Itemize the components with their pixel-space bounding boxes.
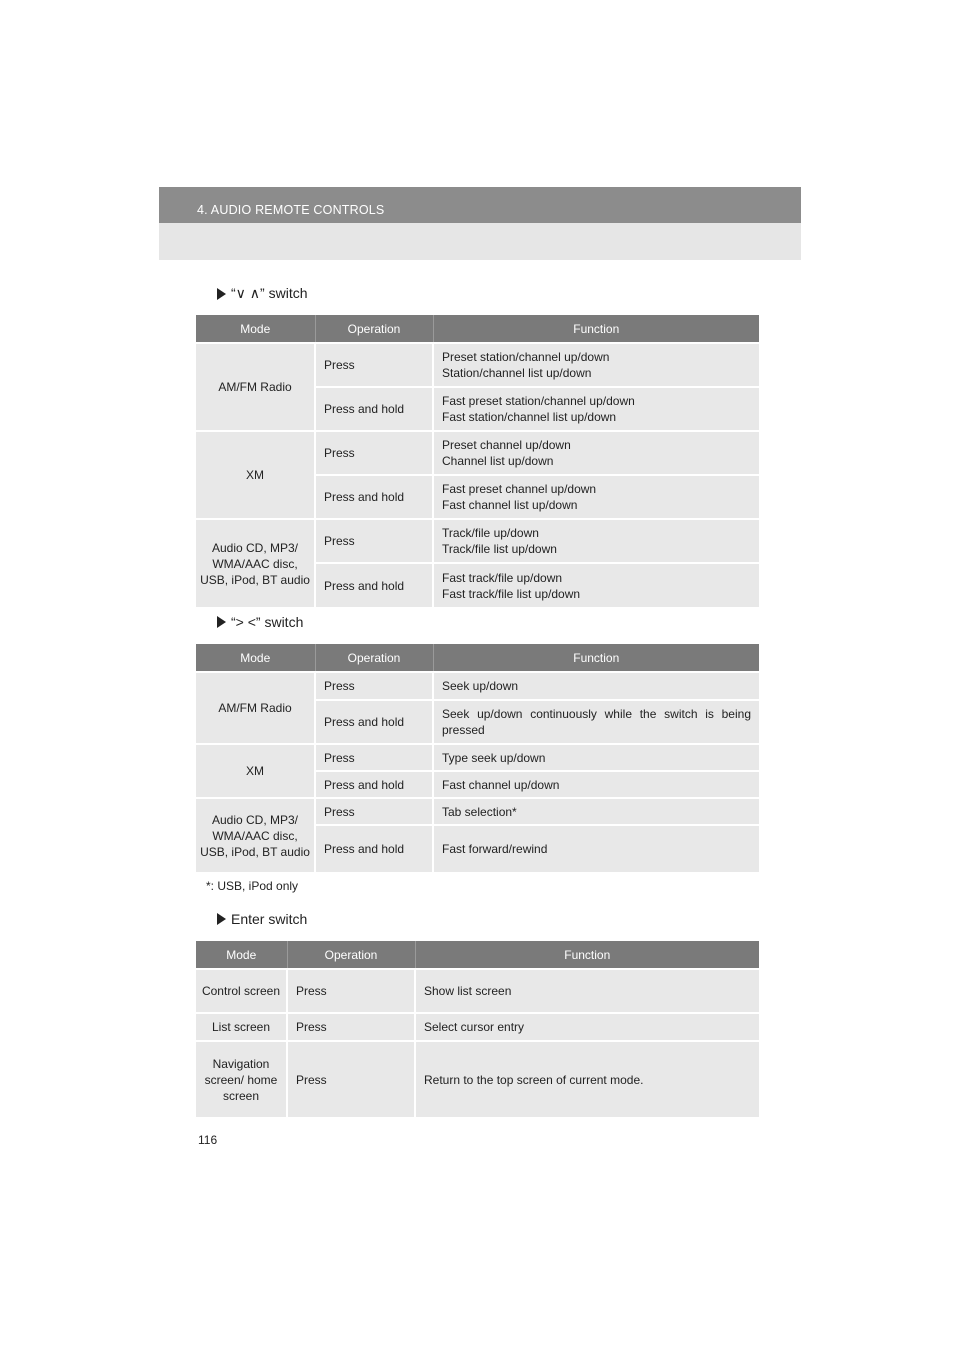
operation-cell: Press: [315, 343, 433, 387]
mode-cell: Audio CD, MP3/ WMA/AAC disc, USB, iPod, BT audio: [196, 519, 315, 607]
operation-cell: Press: [315, 431, 433, 475]
function-cell: Tab selection*: [433, 798, 759, 825]
operation-cell: Press and hold: [315, 771, 433, 798]
column-header-function: Function: [433, 644, 759, 672]
section-title-updown: “∨ ∧” switch: [217, 285, 308, 302]
header-subband: [159, 223, 801, 260]
mode-cell: List screen: [196, 1013, 287, 1041]
function-cell: Fast forward/rewind: [433, 825, 759, 872]
mode-cell: XM: [196, 431, 315, 519]
section-title-enter: Enter switch: [217, 911, 307, 927]
function-cell: Preset channel up/down Channel list up/down: [433, 431, 759, 475]
mode-cell: XM: [196, 744, 315, 798]
table-row: [196, 1041, 759, 1117]
column-header-operation: Operation: [287, 941, 415, 969]
operation-cell: Press: [287, 969, 415, 1013]
mode-cell: Navigation screen/ home screen: [196, 1041, 287, 1117]
function-cell: Show list screen: [415, 969, 759, 1013]
table-row: [196, 672, 759, 700]
operation-cell: Press: [315, 798, 433, 825]
operation-cell: Press: [287, 1013, 415, 1041]
table-row: [196, 431, 759, 475]
operation-cell: Press and hold: [315, 475, 433, 519]
function-cell: Fast track/file up/down Fast track/file list up/down: [433, 563, 759, 607]
column-header-mode: Mode: [196, 315, 315, 343]
column-header-function: Function: [415, 941, 759, 969]
table-header-row: [196, 315, 759, 343]
function-cell: Track/file up/down Track/file list up/down: [433, 519, 759, 563]
function-cell: Fast preset station/channel up/down Fast station/channel list up/down: [433, 387, 759, 431]
operation-cell: Press: [315, 744, 433, 771]
function-cell: Fast channel up/down: [433, 771, 759, 798]
column-header-mode: Mode: [196, 644, 315, 672]
operation-cell: Press: [315, 519, 433, 563]
triangle-bullet-icon: [217, 913, 226, 925]
column-header-mode: Mode: [196, 941, 287, 969]
operation-cell: Press and hold: [315, 700, 433, 744]
section-title-leftright: “> <” switch: [217, 614, 303, 630]
mode-cell: Audio CD, MP3/ WMA/AAC disc, USB, iPod, BT audio: [196, 798, 315, 872]
column-header-operation: Operation: [315, 315, 433, 343]
mode-cell: AM/FM Radio: [196, 672, 315, 744]
table-header-row: [196, 941, 759, 969]
table-header-row: [196, 644, 759, 672]
column-header-function: Function: [433, 315, 759, 343]
mode-cell: Control screen: [196, 969, 287, 1013]
function-cell: Preset station/channel up/down Station/channel list up/down: [433, 343, 759, 387]
function-cell: Select cursor entry: [415, 1013, 759, 1041]
column-header-operation: Operation: [315, 644, 433, 672]
table-row: [196, 1013, 759, 1041]
function-cell: Fast preset channel up/down Fast channel list up/down: [433, 475, 759, 519]
operation-cell: Press: [287, 1041, 415, 1117]
section-header-title: 4. AUDIO REMOTE CONTROLS: [197, 203, 385, 217]
table-leftright-switch: [196, 644, 759, 872]
operation-cell: Press and hold: [315, 387, 433, 431]
triangle-bullet-icon: [217, 288, 226, 300]
table-row: [196, 798, 759, 825]
mode-cell: AM/FM Radio: [196, 343, 315, 431]
page-number: 116: [198, 1133, 218, 1147]
table-row: [196, 744, 759, 771]
triangle-bullet-icon: [217, 616, 226, 628]
table-row: [196, 343, 759, 387]
table-row: [196, 969, 759, 1013]
operation-cell: Press and hold: [315, 825, 433, 872]
table-enter-switch: [196, 941, 759, 1117]
function-cell: Return to the top screen of current mode.: [415, 1041, 759, 1117]
table-updown-switch: [196, 315, 759, 607]
function-cell: Seek up/down continuously while the switch is being pressed: [433, 700, 759, 744]
operation-cell: Press and hold: [315, 563, 433, 607]
header-band: [159, 187, 801, 223]
footnote: *: USB, iPod only: [206, 879, 299, 893]
table-row: [196, 519, 759, 563]
function-cell: Type seek up/down: [433, 744, 759, 771]
operation-cell: Press: [315, 672, 433, 700]
function-cell: Seek up/down: [433, 672, 759, 700]
